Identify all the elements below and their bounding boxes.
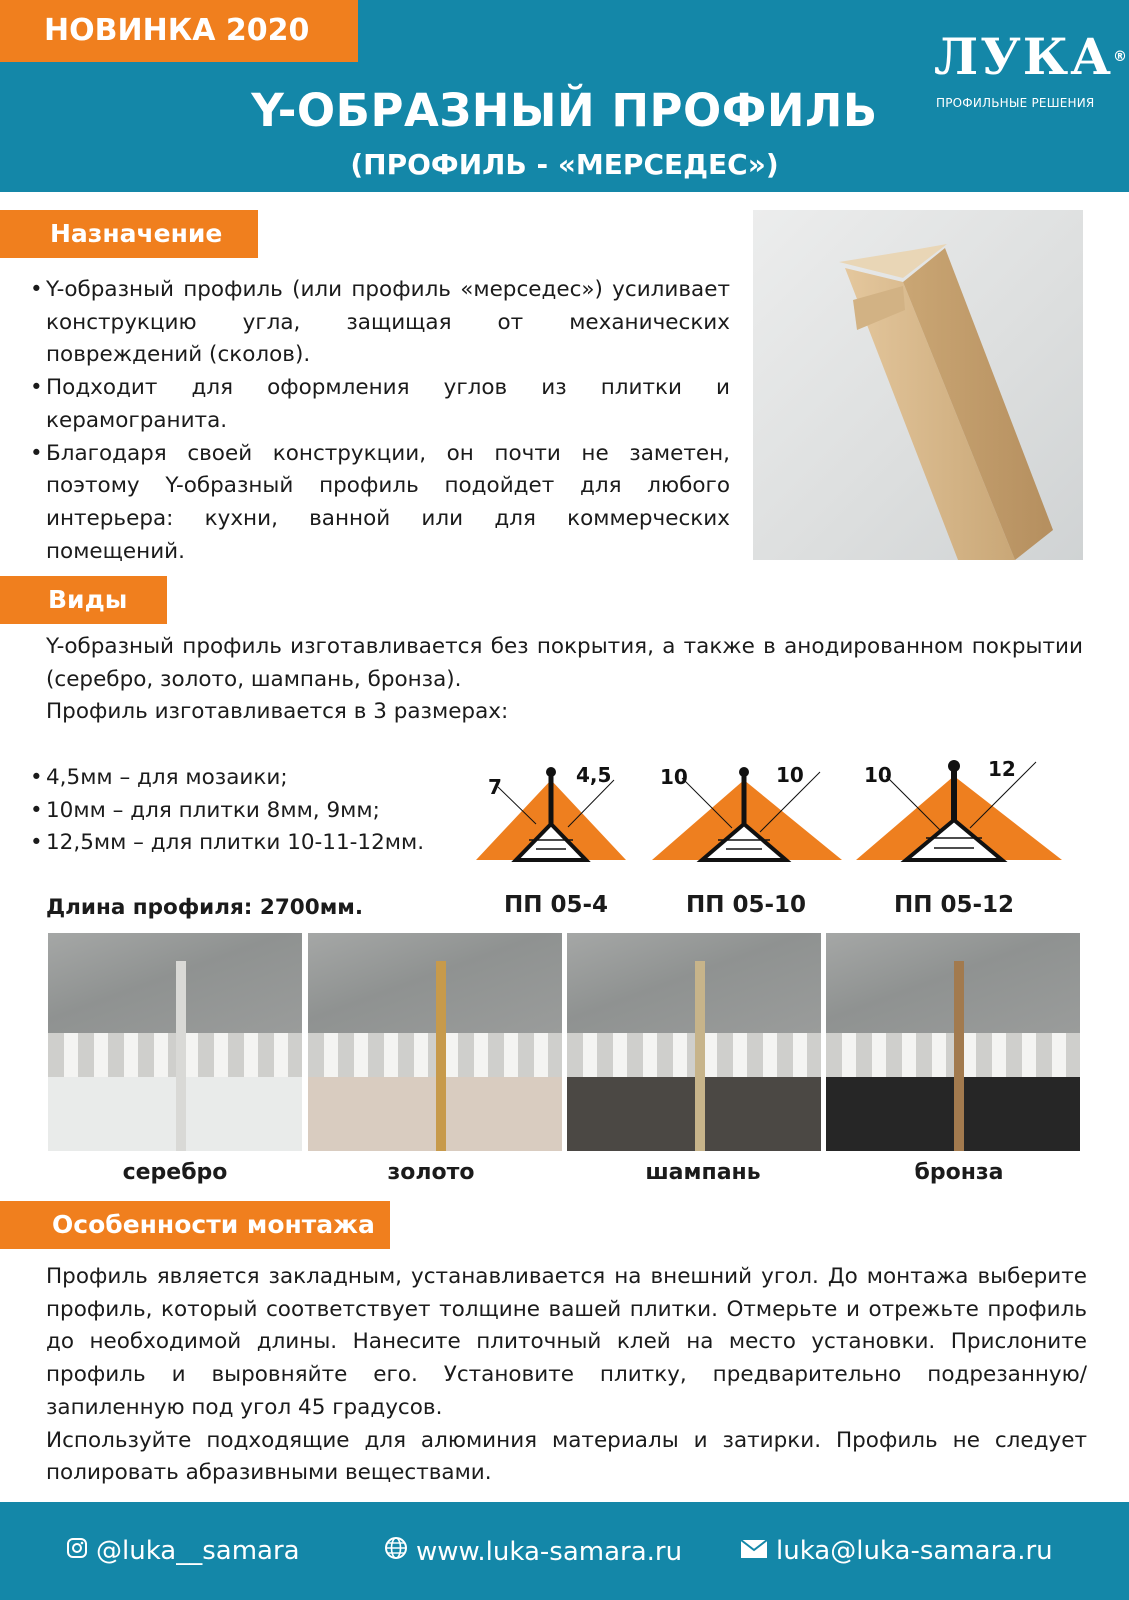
profile-code-2: ПП 05-10 (685, 892, 807, 918)
email-link[interactable] (740, 1536, 1053, 1566)
dim-right-label: 10 (776, 763, 804, 787)
list-item: • Благодаря своей конструкции, он почти не заметен, поэтому Y-образный профиль подойдет для любого интерьера: кухни, ванной или для коммерческих помещений. (30, 438, 730, 569)
finish-caption: шампань (645, 1160, 761, 1185)
profile-diagram-3 (856, 752, 1056, 864)
finish-photo-gold (308, 933, 562, 1151)
types-text-1: Y-образный профиль изготавливается без покрытия, а также в анодированном покрытии (серебро, золото, шампань, бронза). (46, 634, 1083, 692)
types-text-2: Профиль изготавливается в 3 размерах: (46, 699, 509, 725)
dim-right-label: 12 (988, 757, 1016, 781)
install-paragraph-2: Используйте подходящие для алюминия материалы и затирки. Профиль не следует полировать абразивными веществами. (46, 1427, 1087, 1486)
finish-photo-silver (48, 933, 302, 1151)
types-description (46, 631, 1083, 729)
profile-code-3: ПП 05-12 (893, 892, 1015, 918)
finish-caption: серебро (122, 1160, 228, 1185)
finish-caption: бронза (914, 1160, 1004, 1185)
install-text (46, 1261, 1087, 1490)
envelope-icon (740, 1536, 768, 1566)
list-item: • Подходит для оформления углов из плитки и керамогранита. (30, 372, 730, 437)
finish-caption: золото (387, 1160, 475, 1185)
section-heading-purpose: Назначение (0, 210, 258, 258)
logo-tagline: ПРОФИЛЬНЫЕ РЕШЕНИЯ (936, 96, 1095, 110)
website-link[interactable] (384, 1536, 682, 1567)
dim-right-label: 4,5 (576, 763, 612, 787)
finish-photo-champagne (567, 933, 821, 1151)
install-paragraph-1: Профиль является закладным, устанавливается на внешний угол. До монтажа выберите профиль, который соответствует толщине вашей плитки. Отмерьте и отрежьте профиль до необходимой длины. Нанесите плиточный клей на место установки. Прислоните профиль и выровняйте его. Установите плитку, предварительно подрезанную/запиленную под угол 45 градусов. (46, 1264, 1087, 1420)
dim-left-label: 10 (660, 765, 688, 789)
list-item: • Y-образный профиль (или профиль «мерседес») усиливает конструкцию угла, защищая от механических повреждений (сколов). (30, 274, 730, 372)
section-heading-types: Виды (0, 576, 167, 624)
product-photo (753, 210, 1083, 560)
new-badge: НОВИНКА 2020 (0, 0, 358, 62)
instagram-handle: @luka__samara (96, 1536, 300, 1566)
profile-diagram-2 (652, 752, 852, 864)
instagram-icon (66, 1536, 88, 1566)
y-profile-image (753, 210, 1083, 560)
header-banner (0, 0, 1129, 192)
size-item: • 12,5мм – для плитки 10-11-12мм. (30, 827, 470, 860)
footer-bar (0, 1502, 1129, 1600)
finish-photo-bronze (826, 933, 1080, 1151)
brand-logo (934, 27, 1129, 86)
profile-code-1: ПП 05-4 (503, 892, 609, 918)
page-title: Y-ОБРАЗНЫЙ ПРОФИЛЬ (251, 84, 878, 137)
dim-left-label: 10 (864, 763, 892, 787)
dim-left-label: 7 (488, 775, 502, 799)
logo-text: ЛУКА (934, 27, 1113, 86)
size-item: • 10мм – для плитки 8мм, 9мм; (30, 795, 470, 828)
size-item: • 4,5мм – для мозаики; (30, 762, 470, 795)
website-url: www.luka-samara.ru (416, 1536, 683, 1567)
sizes-list (30, 762, 470, 860)
profile-length: Длина профиля: 2700мм. (46, 895, 364, 920)
purpose-list (30, 274, 730, 568)
profile-diagram-1 (476, 752, 676, 864)
globe-icon (384, 1536, 408, 1567)
instagram-contact[interactable] (66, 1536, 300, 1566)
finish-floor (48, 1077, 302, 1151)
page-subtitle: (ПРОФИЛЬ - «МЕРСЕДЕС») (350, 148, 779, 181)
registered-mark: ® (1113, 49, 1129, 65)
email-address: luka@luka-samara.ru (776, 1536, 1053, 1566)
section-heading-install: Особенности монтажа (0, 1201, 390, 1249)
